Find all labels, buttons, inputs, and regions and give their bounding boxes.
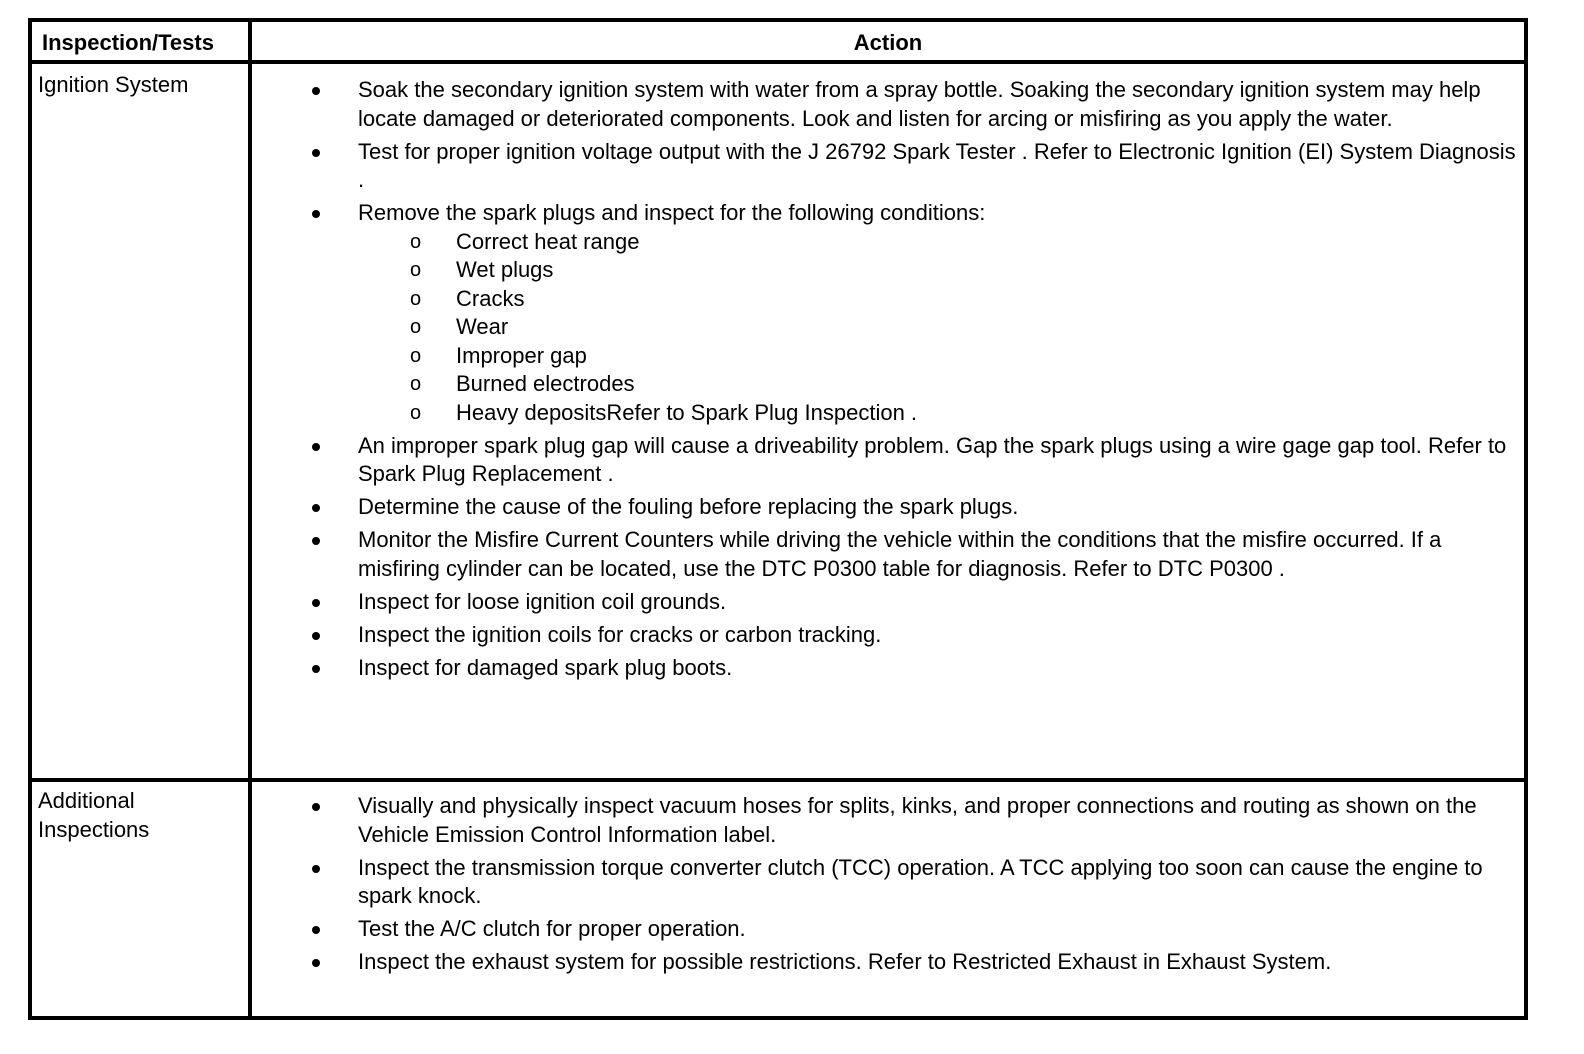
sub-bullet-item: o Burned electrodes [358, 370, 1517, 399]
header-inspection-tests: Inspection/Tests [42, 30, 214, 55]
bullet-item [312, 526, 1517, 583]
bullet-text: Remove the spark plugs and inspect for the following conditions: [358, 200, 986, 225]
header-row [32, 22, 1524, 64]
bullet-text: Determine the cause of the fouling before replacing the spark plugs. [358, 494, 1019, 519]
bullet-text: An improper spark plug gap will cause a driveability problem. Gap the spark plugs using a wire gage gap tool. Refer to Spark Plug Replacement . [358, 432, 1507, 486]
bullet-item [312, 138, 1517, 195]
bullet-item [312, 854, 1517, 911]
column-divider [248, 22, 252, 1016]
bullet-item [312, 199, 1517, 427]
bullet-item [312, 915, 1517, 944]
bullet-item [312, 792, 1517, 849]
sub-bullet-item: o Wear [358, 313, 1517, 342]
action-cell [312, 76, 1517, 687]
bullet-item [312, 76, 1517, 133]
bullet-item [312, 588, 1517, 617]
action-list [312, 76, 1517, 682]
row-label: Additional Inspections [38, 788, 150, 842]
bullet-text: Inspect the ignition coils for cracks or carbon tracking. [358, 621, 882, 647]
bullet-text: Test the A/C clutch for proper operation. [358, 916, 746, 941]
bullet-item [312, 654, 1517, 683]
header-action: Action [853, 30, 923, 55]
action-list [312, 792, 1517, 977]
bullet-text: Test for proper ignition voltage output with the J 26792 Spark Tester . Refer to Electronic Ignition (EI) System Diagnosis . [358, 138, 1516, 192]
sub-bullet-item: o Correct heat range [358, 228, 1517, 257]
row-divider [32, 778, 1524, 782]
bullet-text: Inspect the transmission torque converter clutch (TCC) operation. A TCC applying too soon can cause the engine to spark knock. [358, 854, 1483, 908]
bullet-item [312, 948, 1517, 977]
sub-bullet-item: o Improper gap [358, 342, 1517, 371]
sub-bullet-item: o Wet plugs [358, 256, 1517, 285]
action-cell [312, 792, 1517, 981]
bullet-text: Inspect for damaged spark plug boots. [358, 654, 733, 680]
inspection-table [28, 18, 1528, 1020]
bullet-text: Inspect for loose ignition coil grounds. [358, 588, 727, 614]
bullet-text: Monitor the Misfire Current Counters while driving the vehicle within the conditions that the misfire occurred. If a misfiring cylinder can be located, use the DTC P0300 table for diagnosis. Refer to DTC P0300 . [358, 527, 1442, 581]
bullet-text: Inspect the exhaust system for possible restrictions. Refer to Restricted Exhaust in Exhaust System. [358, 949, 1332, 974]
bullet-item [312, 432, 1517, 489]
row-label: Ignition System [38, 72, 189, 97]
bullet-item [312, 493, 1517, 522]
sub-list [358, 228, 1517, 428]
bullet-item [312, 621, 1517, 650]
sub-bullet-item: o Heavy depositsRefer to Spark Plug Inspection . [358, 399, 1517, 428]
sub-bullet-item: o Cracks [358, 285, 1517, 314]
bullet-text: Visually and physically inspect vacuum hoses for splits, kinks, and proper connections and routing as shown on the Vehicle Emission Control Information label. [358, 793, 1477, 847]
bullet-text: Soak the secondary ignition system with water from a spray bottle. Soaking the secondary ignition system may help locate damaged or deteriorated components. Look and listen for arcing or misfiring as you apply the water. [358, 77, 1481, 131]
